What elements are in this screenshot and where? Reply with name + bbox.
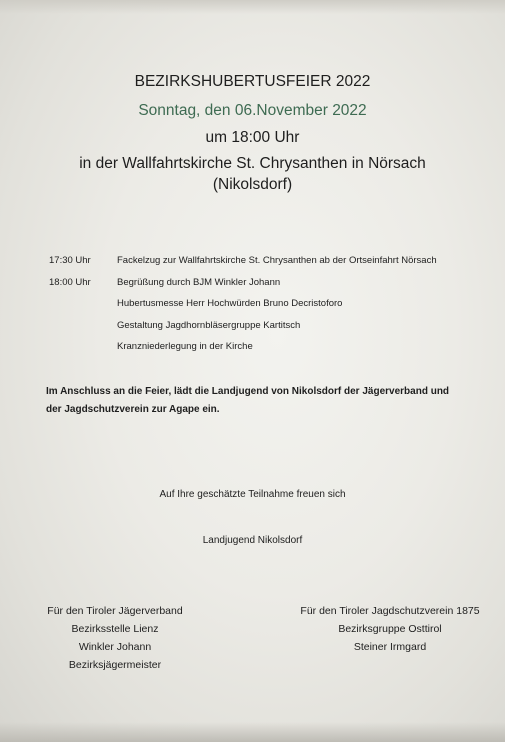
program-item: Begrüßung durch BJM Winkler Johann (117, 277, 281, 288)
program-item: Fackelzug zur Wallfahrtskirche St. Chrysanthen ab der Ortseinfahrt Nörsach (117, 255, 437, 266)
signature-block-left (20, 602, 210, 674)
invitation-text: Auf Ihre geschätzte Teilnahme freuen sich (159, 489, 346, 500)
signature-line: Für den Tiroler Jägerverband (47, 605, 183, 617)
signature-line: Bezirksgruppe Osttirol (338, 623, 442, 635)
event-time: um 18:00 Uhr (205, 129, 300, 146)
signature-line: Bezirksjägermeister (68, 659, 162, 671)
signature-line: Bezirksstelle Lienz (71, 623, 159, 635)
agape-notice: Im Anschluss an die Feier, lädt die Landjugend von Nikolsdorf der Jägerverband und der Jagdschutzverein zur Agape ein. (46, 386, 450, 415)
signature-block-right (290, 602, 490, 656)
program-item: Kranzniederlegung in der Kirche (117, 341, 253, 352)
event-location: in der Wallfahrtskirche St. Chrysanthen in Nörsach (79, 155, 426, 172)
event-title: BEZIRKSHUBERTUSFEIER 2022 (134, 73, 371, 90)
program-time: 17:30 Uhr (49, 255, 91, 266)
program-item: Hubertusmesse Herr Hochwürden Bruno Decristoforo (117, 298, 343, 309)
event-date: Sonntag, den 06.November 2022 (138, 102, 367, 119)
page-shadow-top (0, 0, 505, 14)
signature-line: Winkler Johann (78, 641, 152, 653)
program-time: 18:00 Uhr (49, 277, 91, 288)
host-name: Landjugend Nikolsdorf (202, 535, 303, 546)
page-shadow-bottom (0, 722, 505, 742)
event-location-sub: (Nikolsdorf) (212, 176, 293, 193)
program-item: Gestaltung Jagdhornbläsergruppe Kartitsch (117, 320, 301, 331)
signature-line: Steiner Irmgard (353, 641, 427, 653)
signature-line: Für den Tiroler Jagdschutzverein 1875 (300, 605, 480, 617)
